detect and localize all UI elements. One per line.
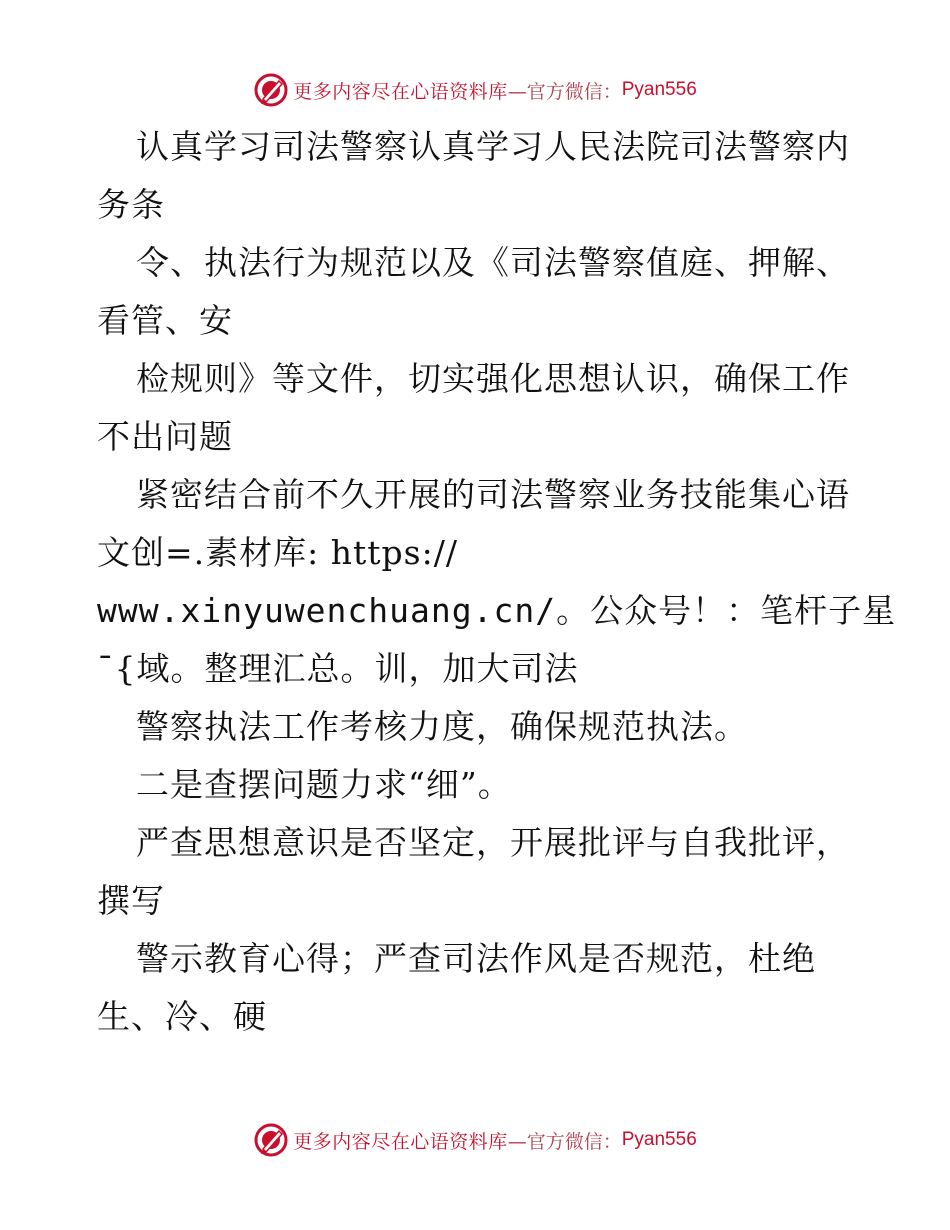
text-line: 不出问题 bbox=[97, 417, 233, 456]
text-line: 警示教育心得；严查司法作风是否规范，杜绝 bbox=[136, 939, 816, 978]
text-line: 严查思想意识是否坚定，开展批评与自我批评， bbox=[136, 823, 850, 862]
text-line: 警察执法工作考核力度，确保规范执法。 bbox=[136, 707, 748, 746]
text-line: 检规则》等文件，切实强化思想认识，确保工作 bbox=[136, 359, 850, 398]
footer-watermark-site: 更多内容尽在心语资料库 bbox=[293, 1130, 508, 1153]
text-line: 二是查摆问题力求“细”。 bbox=[136, 765, 512, 804]
pen-logo-icon bbox=[253, 1122, 289, 1158]
text-line: 文创=.素材库: https:// bbox=[97, 533, 458, 572]
text-line: www.xinyuwenchuang.cn/。公众号！：笔杆子星 bbox=[97, 591, 897, 630]
document-body bbox=[97, 118, 897, 1046]
header-watermark-label: —官方微信： bbox=[507, 80, 622, 103]
footer-watermark bbox=[0, 1120, 950, 1160]
text-line: 撰写 bbox=[97, 881, 165, 920]
header-watermark bbox=[0, 70, 950, 110]
header-watermark-site: 更多内容尽在心语资料库 bbox=[293, 80, 508, 103]
text-line: 紧密结合前不久开展的司法警察业务技能集心语 bbox=[136, 475, 850, 514]
pen-logo-icon bbox=[253, 72, 289, 108]
text-line: ¯{域。整理汇总。训，加大司法 bbox=[97, 649, 579, 688]
text-line: 令、执法行为规范以及《司法警察值庭、押解、 bbox=[136, 243, 850, 282]
text-line: 认真学习司法警察认真学习人民法院司法警察内 bbox=[136, 127, 850, 166]
text-line: 看管、安 bbox=[97, 301, 233, 340]
footer-watermark-wechat-id: Pyan556 bbox=[621, 1129, 697, 1150]
text-line: 务条 bbox=[97, 185, 165, 224]
header-watermark-wechat-id: Pyan556 bbox=[621, 79, 697, 100]
footer-watermark-label: —官方微信： bbox=[507, 1130, 622, 1153]
text-line: 生、冷、硬 bbox=[97, 997, 267, 1036]
